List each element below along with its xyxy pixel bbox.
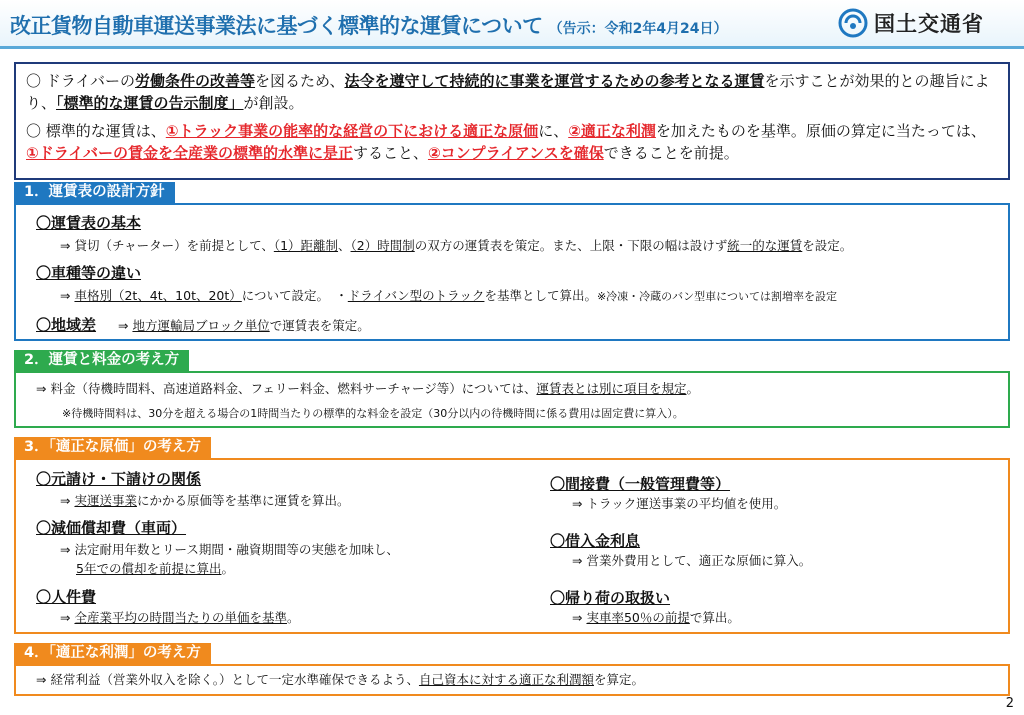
- underlined-span: 5年での償却を前提に算出: [76, 561, 222, 576]
- intro-text: 〇 ドライバーの: [26, 72, 136, 90]
- text-span: 。: [221, 561, 234, 576]
- section-2-tab: 2．運賃と料金の考え方: [14, 350, 189, 371]
- contract-text: [60, 492, 349, 510]
- intro-text: 〇 標準的な運賃は、: [26, 122, 166, 140]
- intro-emphasis: 「標準的な運賃の告示制度」: [56, 94, 244, 112]
- depreciation-text-2: [76, 560, 234, 578]
- note-span: ※冷凍・冷蔵のバン型車については割増率を設定: [596, 290, 837, 303]
- page-subtitle: （告示：令和2年4月24日）: [548, 21, 728, 37]
- intro-paragraph-2: [26, 120, 998, 164]
- personnel-heading: 〇人件費: [36, 588, 97, 606]
- intro-text: が創設。: [243, 94, 304, 112]
- vehicle-text: [60, 287, 837, 306]
- text-span: 、: [338, 238, 351, 253]
- interest-text: ⇒ 営業外費用として、適正な原価に算入。: [572, 553, 812, 568]
- text-span: ⇒: [118, 318, 133, 333]
- underlined-span: 実車率50％の前提: [586, 610, 690, 625]
- section-4-text: [36, 671, 644, 689]
- intro-red-emphasis: ②コンプライアンスを確保: [427, 144, 604, 162]
- intro-text: に、: [538, 122, 569, 140]
- depreciation-heading: 〇減価償却費（車両）: [36, 519, 187, 537]
- text-span: ⇒: [60, 288, 75, 303]
- underlined-span: 運賃表とは別に項目を規定: [536, 381, 687, 396]
- text-span: で算出。: [689, 610, 740, 625]
- underlined-span: 統一的な運賃: [727, 238, 803, 253]
- intro-emphasis: 労働条件の改善等: [135, 72, 256, 90]
- underlined-span: 地方運輸局ブロック単位: [132, 318, 270, 333]
- mlit-emblem-icon: [838, 8, 868, 38]
- contract-heading: 〇元請け・下請けの関係: [36, 470, 202, 488]
- underlined-span: 車格別（2t、4t、10t、20t）: [74, 288, 242, 303]
- intro-emphasis: 法令を遵守して持続的に事業を運営するための参考となる運賃: [344, 72, 765, 90]
- text-span: ⇒: [572, 610, 587, 625]
- text-span: ⇒ 経常利益（営業外収入を除く。）として一定水準確保できるよう、: [36, 672, 419, 687]
- intro-box: [14, 62, 1010, 180]
- text-span: について設定。 ・: [241, 288, 348, 303]
- underlined-span: （2）時間制: [350, 238, 415, 253]
- underlined-span: 自己資本に対する適正な利潤額: [418, 672, 594, 687]
- region-text: [118, 317, 370, 335]
- ministry-logo: [838, 8, 984, 38]
- underlined-span: 全産業平均の時間当たりの単価を基準: [74, 610, 287, 625]
- intro-text: を示すことが効果的との趣旨により、: [26, 72, 990, 112]
- section-2-line-1: [36, 380, 699, 398]
- section-1-tab: 1．運賃表の設計方針: [14, 182, 175, 203]
- underlined-span: ドライバン型のトラック: [347, 288, 485, 303]
- basic-heading: 〇運賃表の基本: [36, 214, 142, 232]
- text-span: を設定。: [802, 238, 853, 253]
- intro-text: できることを前提。: [603, 144, 739, 162]
- basic-text: [60, 237, 852, 255]
- page-title-wrap: [10, 10, 728, 40]
- region-heading: 〇地域差: [36, 316, 97, 334]
- intro-red-emphasis: ①トラック事業の能率的な経営の下における適正な原価: [165, 122, 539, 140]
- vehicle-heading: 〇車種等の違い: [36, 264, 142, 282]
- section-3-tab: 3．「適正な原価」の考え方: [14, 437, 211, 458]
- header-bar: [0, 0, 1024, 48]
- intro-text: を図るため、: [255, 72, 345, 90]
- underlined-span: 実運送事業: [74, 493, 137, 508]
- underlined-span: （1）距離制: [273, 238, 339, 253]
- ministry-name: 国土交通省: [874, 12, 984, 36]
- text-span: ⇒: [60, 610, 75, 625]
- depreciation-text-1: ⇒ 法定耐用年数とリース期間・融資期間等の実態を加味し、: [60, 542, 399, 557]
- intro-red-emphasis: ①ドライバーの賃金を全産業の標準的水準に是正: [26, 144, 353, 162]
- return-cargo-heading: 〇帰り荷の取扱い: [550, 589, 671, 607]
- text-span: ⇒ 貸切（チャーター）を前提として、: [60, 238, 274, 253]
- text-span: 。: [286, 610, 300, 625]
- section-4-tab: 4．「適正な利潤」の考え方: [14, 643, 211, 664]
- text-span: で運賃表を策定。: [269, 318, 370, 333]
- overhead-text: ⇒ トラック運送事業の平均値を使用。: [572, 496, 787, 511]
- header-divider: [0, 46, 1024, 49]
- text-span: 。: [686, 381, 699, 396]
- personnel-text: [60, 609, 299, 627]
- text-span: にかかる原価等を基準に運賃を算出。: [136, 493, 350, 508]
- intro-paragraph-1: [26, 70, 998, 114]
- intro-text: を加えたものを基準。原価の算定に当たっては、: [655, 122, 986, 140]
- text-span: を算定。: [593, 672, 644, 687]
- intro-text: すること、: [352, 144, 428, 162]
- text-span: ⇒: [60, 493, 75, 508]
- text-span: の双方の運賃表を策定。また、上限・下限の幅は設けず: [414, 238, 728, 253]
- text-span: ⇒ 料金（待機時間料、高速道路料金、フェリー料金、燃料サーチャージ等）については、: [36, 381, 537, 396]
- return-cargo-text: [572, 609, 740, 627]
- page-title: 改正貨物自動車運送事業法に基づく標準的な運賃について: [10, 14, 543, 38]
- text-span: を基準として算出。: [484, 288, 597, 303]
- intro-red-emphasis: ②適正な利潤: [568, 122, 656, 140]
- overhead-heading: 〇間接費（一般管理費等）: [550, 475, 731, 493]
- section-2-line-2: ※待機時間料は、30分を超える場合の1時間当たりの標準的な料金を設定（30分以内の待機時間に係る費用は固定費に算入）。: [62, 407, 684, 420]
- page-number: 2: [1005, 696, 1014, 711]
- interest-heading: 〇借入金利息: [550, 532, 641, 550]
